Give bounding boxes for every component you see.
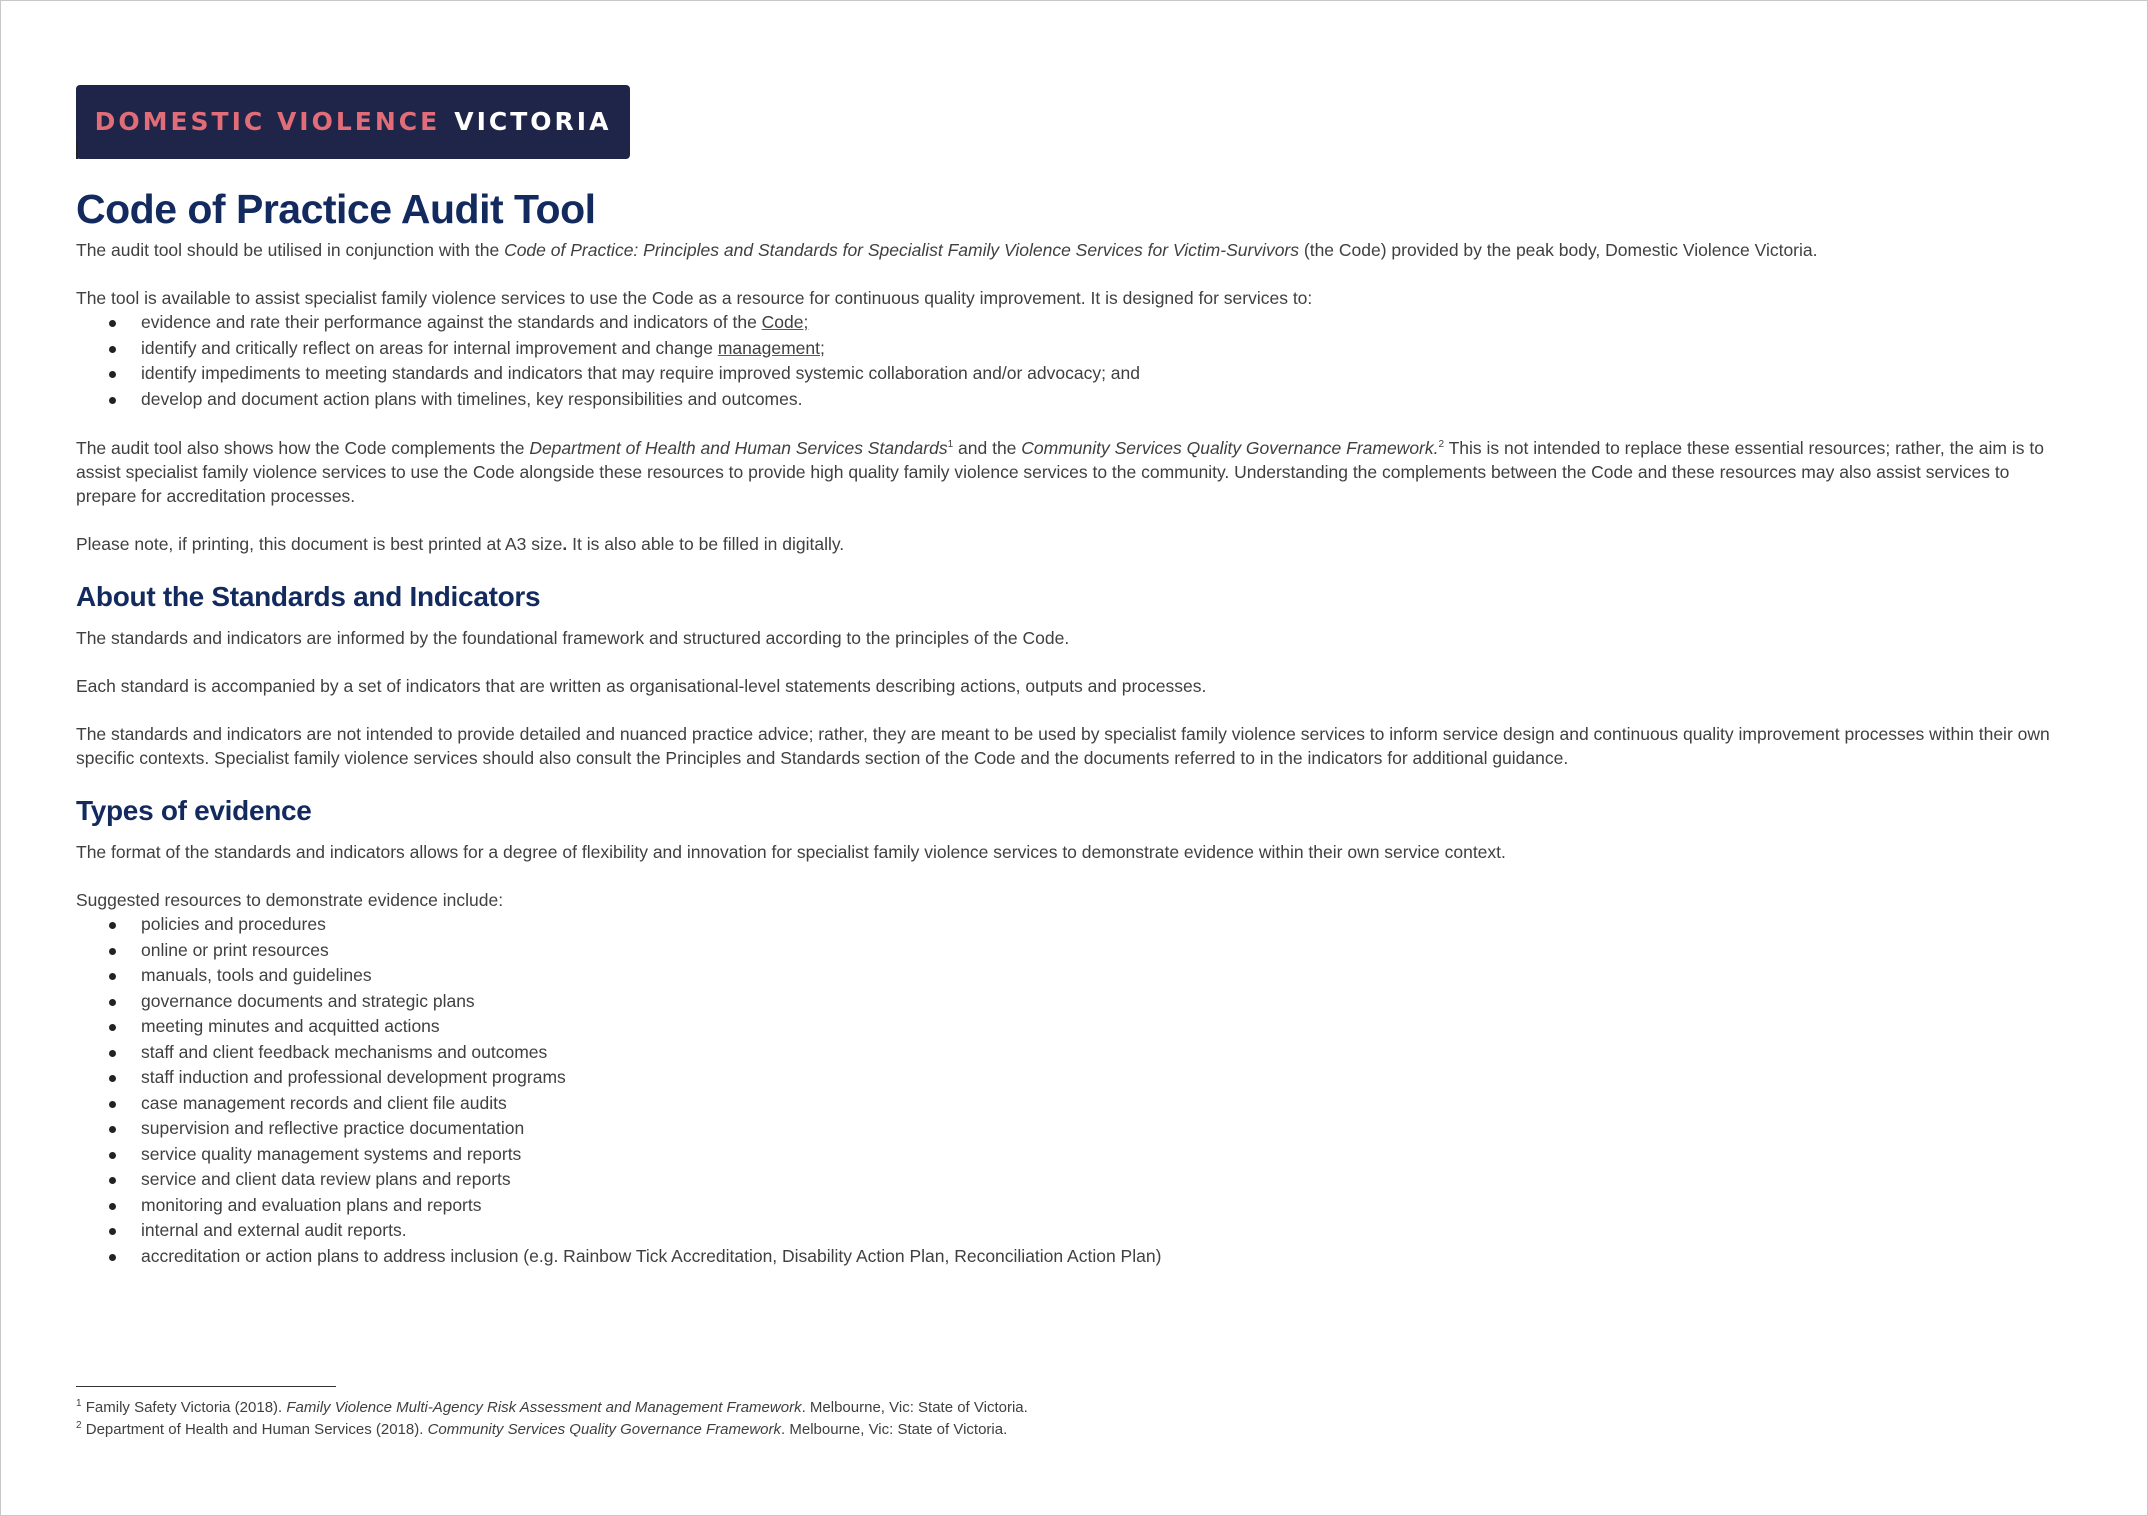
list-item: monitoring and evaluation plans and reports: [76, 1193, 2074, 1219]
list-item: supervision and reflective practice documentation: [76, 1116, 2074, 1142]
list-item: staff induction and professional development programs: [76, 1065, 2074, 1091]
list-item: case management records and client file audits: [76, 1091, 2074, 1117]
footnote-2: $^2$ Department of Health and Human Services (2018). Community Services Quality Governance Framework. Melbourne, Vic: State of Victoria.: [76, 1420, 1008, 1438]
list-item: policies and procedures: [76, 912, 2074, 938]
list-item: governance documents and strategic plans: [76, 989, 2074, 1015]
intro-paragraph-3: The audit tool also shows how the Code complements the Department of Health and Human Services Standards$^1$ and the Community Services Quality Governance Framework.$^2$ This is not intended to replace these essential resources; rather, the aim is to assist specialist family violence services to use the Code alongside these resources to provide high quality family violence services to the community. Understanding the complements between the Code and these resources may also assist services to prepare for accreditation processes.: [76, 438, 2044, 506]
list-item: evidence and rate their performance against the standards and indicators of the Code;: [76, 310, 2074, 336]
logo-text-victoria: VICTORIA: [454, 107, 612, 136]
evidence-list: [76, 912, 2074, 1269]
evidence-paragraph-2: Suggested resources to demonstrate evidence include:: [76, 890, 504, 910]
purpose-list: [76, 310, 2074, 412]
page-title: Code of Practice Audit Tool: [76, 186, 596, 232]
text-cursor: [76, 141, 78, 159]
about-paragraph-2: Each standard is accompanied by a set of indicators that are written as organisational-level statements describing actions, outputs and processes.: [76, 676, 1207, 696]
list-item: accreditation or action plans to address inclusion (e.g. Rainbow Tick Accreditation, Disability Action Plan, Reconciliation Action Plan): [76, 1244, 2074, 1270]
list-item: identify impediments to meeting standards and indicators that may require improved systemic collaboration and/or advocacy; and: [76, 361, 2074, 387]
list-item: service quality management systems and reports: [76, 1142, 2074, 1168]
list-item: staff and client feedback mechanisms and outcomes: [76, 1040, 2074, 1066]
footnote-ref-1[interactable]: 1: [947, 439, 954, 451]
list-item: service and client data review plans and reports: [76, 1167, 2074, 1193]
about-paragraph-3: The standards and indicators are not intended to provide detailed and nuanced practice advice; rather, they are meant to be used by specialist family violence services to inform service design and continuous quality improvement processes within their own specific contexts. Specialist family violence services should also consult the Principles and Standards section of the Code and the documents referred to in the indicators for additional guidance.: [76, 724, 2050, 768]
list-item: internal and external audit reports.: [76, 1218, 2074, 1244]
page-content: [76, 85, 2074, 1293]
evidence-heading: Types of evidence: [76, 795, 312, 826]
list-item: develop and document action plans with timelines, key responsibilities and outcomes.: [76, 387, 2074, 413]
list-item: manuals, tools and guidelines: [76, 963, 2074, 989]
footnotes: [76, 1397, 1028, 1441]
footnote-1: $^1$ Family Safety Victoria (2018). Family Violence Multi-Agency Risk Assessment and Management Framework. Melbourne, Vic: State of Victoria.: [76, 1398, 1028, 1416]
list-item: meeting minutes and acquitted actions: [76, 1014, 2074, 1040]
intro-paragraph-2: The tool is available to assist specialist family violence services to use the Code as a resource for continuous quality improvement. It is designed for services to:: [76, 288, 1313, 308]
printing-note: Please note, if printing, this document is best printed at A3 size. It is also able to be filled in digitally.: [76, 534, 845, 554]
about-heading: About the Standards and Indicators: [76, 581, 541, 612]
intro-paragraph-1: The audit tool should be utilised in conjunction with the Code of Practice: Principles and Standards for Specialist Family Violence Services for Victim-Survivors (the Code) provided by the peak body, Domestic Violence Victoria.: [76, 240, 1818, 260]
evidence-paragraph-1: The format of the standards and indicators allows for a degree of flexibility and innovation for specialist family violence services to demonstrate evidence within their own service context.: [76, 842, 1506, 862]
about-paragraph-1: The standards and indicators are informed by the foundational framework and structured according to the principles of the Code.: [76, 628, 1070, 648]
footnote-ref-2[interactable]: 2: [1438, 439, 1445, 451]
code-title-italic: Code of Practice: Principles and Standards for Specialist Family Violence Services for Victim-Survivors: [504, 240, 1300, 260]
dvv-logo: [76, 85, 630, 159]
code-link[interactable]: Code;: [761, 312, 809, 332]
logo-text-domestic-violence: DOMESTIC VIOLENCE: [94, 107, 441, 136]
management-link[interactable]: management;: [717, 337, 825, 358]
footnote-separator: [76, 1386, 336, 1387]
list-item: online or print resources: [76, 938, 2074, 964]
list-item: identify and critically reflect on areas for internal improvement and change management;: [76, 336, 2074, 362]
